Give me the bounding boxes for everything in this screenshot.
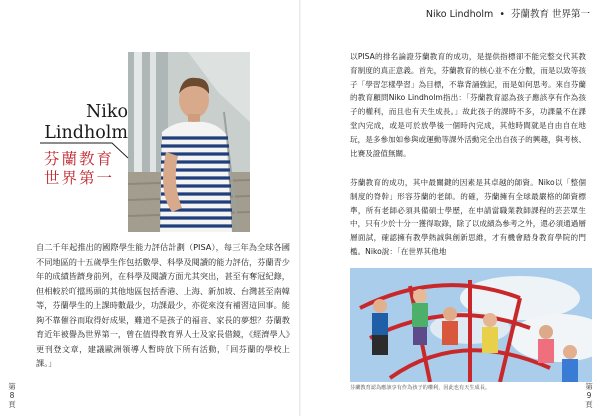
page-gutter [299,0,301,416]
subtitle-line-1: 芬蘭教育 [44,150,115,168]
name-line-1: Niko [85,102,128,122]
right-body-paragraph-2: 芬蘭教育的成功，其中最關鍵的因素是其卓越的師資。Niko以「整個制度的脊幹」形容芬蘭的老師。的確，芬蘭擁有全球最嚴格的師資標準，所有老師必須具備碩士學歷，在申請當職業教師課程的芸芸眾生中，只有少於十分一獲得取錄，除了以成績為參考之外，還必須通過層層面試，確認擁有教學熱誠與創新思維，才有機會踏身教育學院的門檻。Niko說：「在世界其他地 [350,178,586,256]
header-name: Niko Lindholm [425,9,494,20]
right-body-paragraph-1: 以PISA的排名論證芬蘭教育的成功，是提供指標卻不能完整交代其教育制度的真正意義。首先，芬蘭教育的核心並不在分數，而是以致等孩子「學習怎樣學習」為目標，不靠背誦強記，而是如何思考。來自芬蘭的教育顧問Niko Lindholm指出：「芬蘭教育認為孩子應該享有作為孩子的權利，而且也有天生成長。」故此孩子的課時不多，功課量不在課堂內完成，或是可於放學後一個時內完成，其他時間就是自由自在地玩，是多參加如參與或運動等課外活動完全出自孩子的興趣，與考核、比賽及證值無關。 [350,52,586,158]
playground-illustration [350,268,592,382]
page-number-left [7,382,17,409]
page-number-left-value: 8 [9,391,15,400]
left-body-text: 自二千年起推出的國際學生能力評估計劃（PISA），每三年為全球各國不同地區的十五歲學生作包括數學、科學及閱讀的能力評估，芬蘭青少年的成績皆躋身前列，在科學及閱讀方面尤其突出，甚至有奪冠紀錄，但相較於吖擋馬頭的其他地區包括香港、上海、新加坡、台灣甚至南韓等，芬蘭學生的上課時數最少，功課最少，亦從來沒有補習這回事。能夠不靠催谷而取得好成果，難道不是孩子的福音、家長的夢想？芬蘭教育近年被譽為世界第一，曾在值得教育界人士及家長借鏡，《經濟學人》更刊登文章，建議歐洲領導人暫時放下所有活動，「回芬蘭的學校上課。」 [36,242,290,368]
article-name-title [36,102,128,144]
header-title: 芬蘭教育 世界第一 [510,9,590,20]
page-number-right-prefix: 第 [585,382,593,391]
header-separator: • [499,9,505,20]
page-number-left-suffix: 頁 [8,400,16,409]
name-line-2: Lindholm [44,123,128,143]
page-number-right-suffix: 頁 [585,400,593,409]
subtitle-line-2: 世界第一 [44,169,115,187]
page-number-right-value: 9 [586,391,592,400]
page-number-right [584,382,594,409]
article-subtitle [44,150,118,188]
playground-photo [350,268,592,382]
photo-caption: 芬蘭教育認為應該享有作為孩子的權利，因此也有天生成長。 [350,385,491,391]
page-number-left-prefix: 第 [8,382,16,391]
portrait-photo [128,52,250,232]
running-header [390,6,590,22]
portrait-illustration [128,52,250,232]
